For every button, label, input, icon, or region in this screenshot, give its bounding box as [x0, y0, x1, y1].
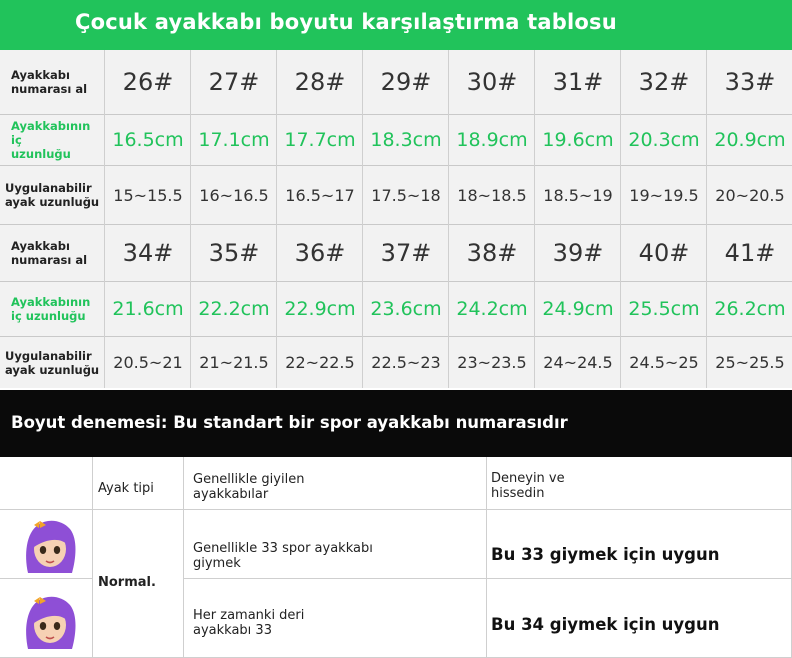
- header-foot-type: Ayak tipi: [98, 481, 154, 496]
- table-divider: [183, 457, 184, 658]
- foot-length-cell: 20~20.5: [715, 185, 785, 205]
- inner-length-cell: 26.2cm: [714, 298, 786, 320]
- trial-heading: Boyut denemesi: Bu standart bir spor ayakkabı numarasıdır: [11, 413, 568, 432]
- size-row: [0, 50, 792, 115]
- inner-length-row: [0, 282, 792, 337]
- size-cell: 35#: [208, 239, 260, 267]
- size-cell: 36#: [294, 239, 346, 267]
- foot-length-cell: 16.5~17: [285, 185, 355, 205]
- size-cell: 26#: [122, 68, 174, 96]
- header-try-feel: Deneyin ve hissedin: [491, 471, 565, 501]
- table-divider: [0, 509, 792, 510]
- size-cell: 32#: [638, 68, 690, 96]
- grid-divider: [534, 50, 535, 388]
- foot-length-cell: 22~22.5: [285, 353, 355, 372]
- foot-length-cell: 24.5~25: [629, 353, 699, 372]
- grid-divider: [190, 50, 191, 388]
- foot-length-cell: 21~21.5: [199, 353, 269, 372]
- size-cell: 30#: [466, 68, 518, 96]
- foot-type-value: Normal.: [98, 575, 156, 590]
- girl-avatar-icon: [20, 591, 80, 651]
- table-divider: [486, 457, 487, 658]
- grid-divider: [706, 50, 707, 388]
- inner-length-cell: 16.5cm: [112, 129, 184, 151]
- grid-divider: [362, 50, 363, 388]
- foot-length-cell: 22.5~23: [371, 353, 441, 372]
- girl-avatar-icon: [20, 515, 80, 575]
- size-cell: 34#: [122, 239, 174, 267]
- foot-length-row-label: Uygulanabilir ayak uzunluğu: [5, 181, 100, 209]
- foot-length-row: [0, 337, 792, 388]
- inner-length-cell: 20.9cm: [714, 129, 786, 151]
- inner-length-cell: 18.3cm: [370, 129, 442, 151]
- size-cell: 41#: [724, 239, 776, 267]
- inner-length-cell: 17.1cm: [198, 129, 270, 151]
- size-cell: 37#: [380, 239, 432, 267]
- foot-length-cell: 25~25.5: [715, 353, 785, 372]
- usual-shoes-cell: Her zamanki deri ayakkabı 33: [193, 608, 305, 638]
- grid-divider: [104, 50, 105, 388]
- inner-length-cell: 20.3cm: [628, 129, 700, 151]
- size-row: [0, 225, 792, 282]
- inner-length-row-label: Ayakkabının iç uzunluğu: [11, 295, 91, 323]
- size-cell: 39#: [552, 239, 604, 267]
- size-row-label: Ayakkabı numarası al: [11, 68, 88, 96]
- size-cell: 38#: [466, 239, 518, 267]
- size-cell: 31#: [552, 68, 604, 96]
- grid-divider: [620, 50, 621, 388]
- inner-length-cell: 18.9cm: [456, 129, 528, 151]
- size-cell: 29#: [380, 68, 432, 96]
- foot-length-cell: 18.5~19: [543, 185, 613, 205]
- result-cell: Bu 33 giymek için uygun: [491, 545, 720, 564]
- inner-length-cell: 24.2cm: [456, 298, 528, 320]
- grid-divider: [448, 50, 449, 388]
- usual-shoes-cell: Genellikle 33 spor ayakkabı giymek: [193, 541, 373, 571]
- inner-length-cell: 19.6cm: [542, 129, 614, 151]
- inner-length-row-label: Ayakkabının iç uzunluğu: [11, 119, 91, 161]
- foot-length-row: [0, 166, 792, 225]
- header-usual-shoes: Genellikle giyilen ayakkabılar: [193, 472, 305, 502]
- inner-length-cell: 17.7cm: [284, 129, 356, 151]
- inner-length-cell: 24.9cm: [542, 298, 614, 320]
- foot-length-cell: 23~23.5: [457, 353, 527, 372]
- foot-length-cell: 19~19.5: [629, 185, 699, 205]
- inner-length-cell: 25.5cm: [628, 298, 700, 320]
- foot-length-cell: 24~24.5: [543, 353, 613, 372]
- inner-length-cell: 22.2cm: [198, 298, 270, 320]
- size-cell: 33#: [724, 68, 776, 96]
- foot-length-row-label: Uygulanabilir ayak uzunluğu: [5, 348, 100, 377]
- foot-length-cell: 17.5~18: [371, 185, 441, 205]
- foot-length-cell: 16~16.5: [199, 185, 269, 205]
- inner-length-cell: 21.6cm: [112, 298, 184, 320]
- inner-length-row: [0, 115, 792, 166]
- result-cell: Bu 34 giymek için uygun: [491, 615, 720, 634]
- size-grid: [0, 50, 792, 388]
- size-row-label: Ayakkabı numarası al: [11, 239, 88, 267]
- grid-divider: [276, 50, 277, 388]
- size-cell: 27#: [208, 68, 260, 96]
- size-cell: 40#: [638, 239, 690, 267]
- inner-length-cell: 23.6cm: [370, 298, 442, 320]
- inner-length-cell: 22.9cm: [284, 298, 356, 320]
- table-divider: [0, 578, 92, 579]
- table-divider: [92, 457, 93, 658]
- title-bar: [0, 0, 792, 50]
- foot-length-cell: 15~15.5: [113, 185, 183, 205]
- trial-table: [0, 457, 792, 658]
- table-divider: [183, 578, 792, 579]
- size-cell: 28#: [294, 68, 346, 96]
- trial-heading-band: [0, 390, 792, 457]
- page-title: Çocuk ayakkabı boyutu karşılaştırma tablosu: [75, 10, 617, 34]
- foot-length-cell: 18~18.5: [457, 185, 527, 205]
- foot-length-cell: 20.5~21: [113, 353, 183, 372]
